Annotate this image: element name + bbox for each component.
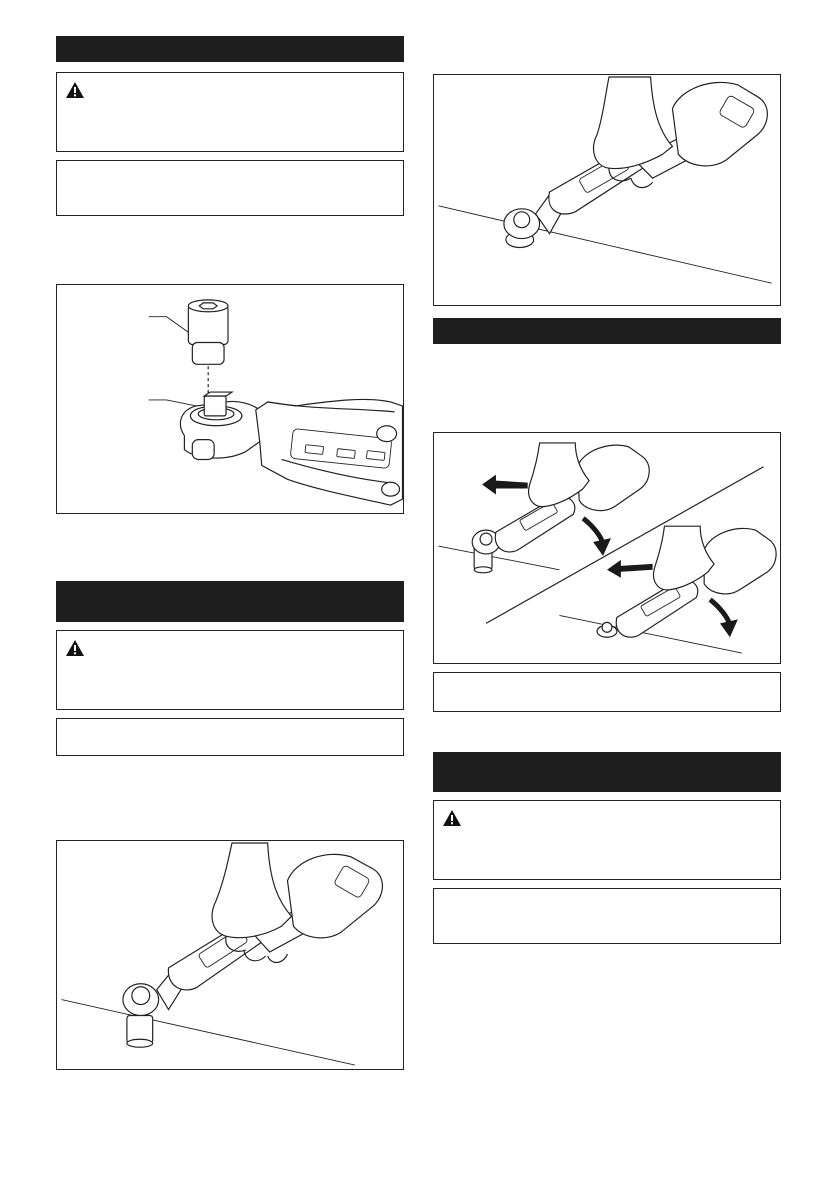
socket-part [127, 1015, 153, 1047]
warning-triangle-icon [65, 639, 85, 657]
section-header-bar [56, 36, 404, 62]
warning-box [56, 630, 404, 710]
arrow-icon [583, 518, 611, 556]
warning-triangle-icon [65, 81, 85, 99]
bolt [597, 622, 617, 637]
figure-socket-installation [56, 284, 404, 514]
warning-triangle-icon [442, 809, 462, 827]
ratchet-head [180, 392, 269, 459]
notice-box [56, 160, 404, 216]
notice-box [433, 888, 781, 944]
arrow-icon [607, 560, 653, 578]
arrow-icon [482, 475, 528, 495]
figure-direction-operation [433, 432, 781, 664]
figure-tightening-bolt [433, 74, 781, 306]
warning-box [433, 800, 781, 880]
callout-line [149, 317, 195, 337]
section-header-bar [433, 752, 781, 792]
arrow-icon [710, 600, 738, 638]
section-header-bar [433, 318, 781, 344]
notice-box [56, 718, 404, 756]
figure-tightening-socket [56, 840, 404, 1070]
section-header-bar [56, 581, 404, 622]
tool-body [256, 399, 403, 505]
socket-part [188, 300, 228, 364]
notice-box [433, 672, 781, 712]
warning-box [56, 72, 404, 152]
